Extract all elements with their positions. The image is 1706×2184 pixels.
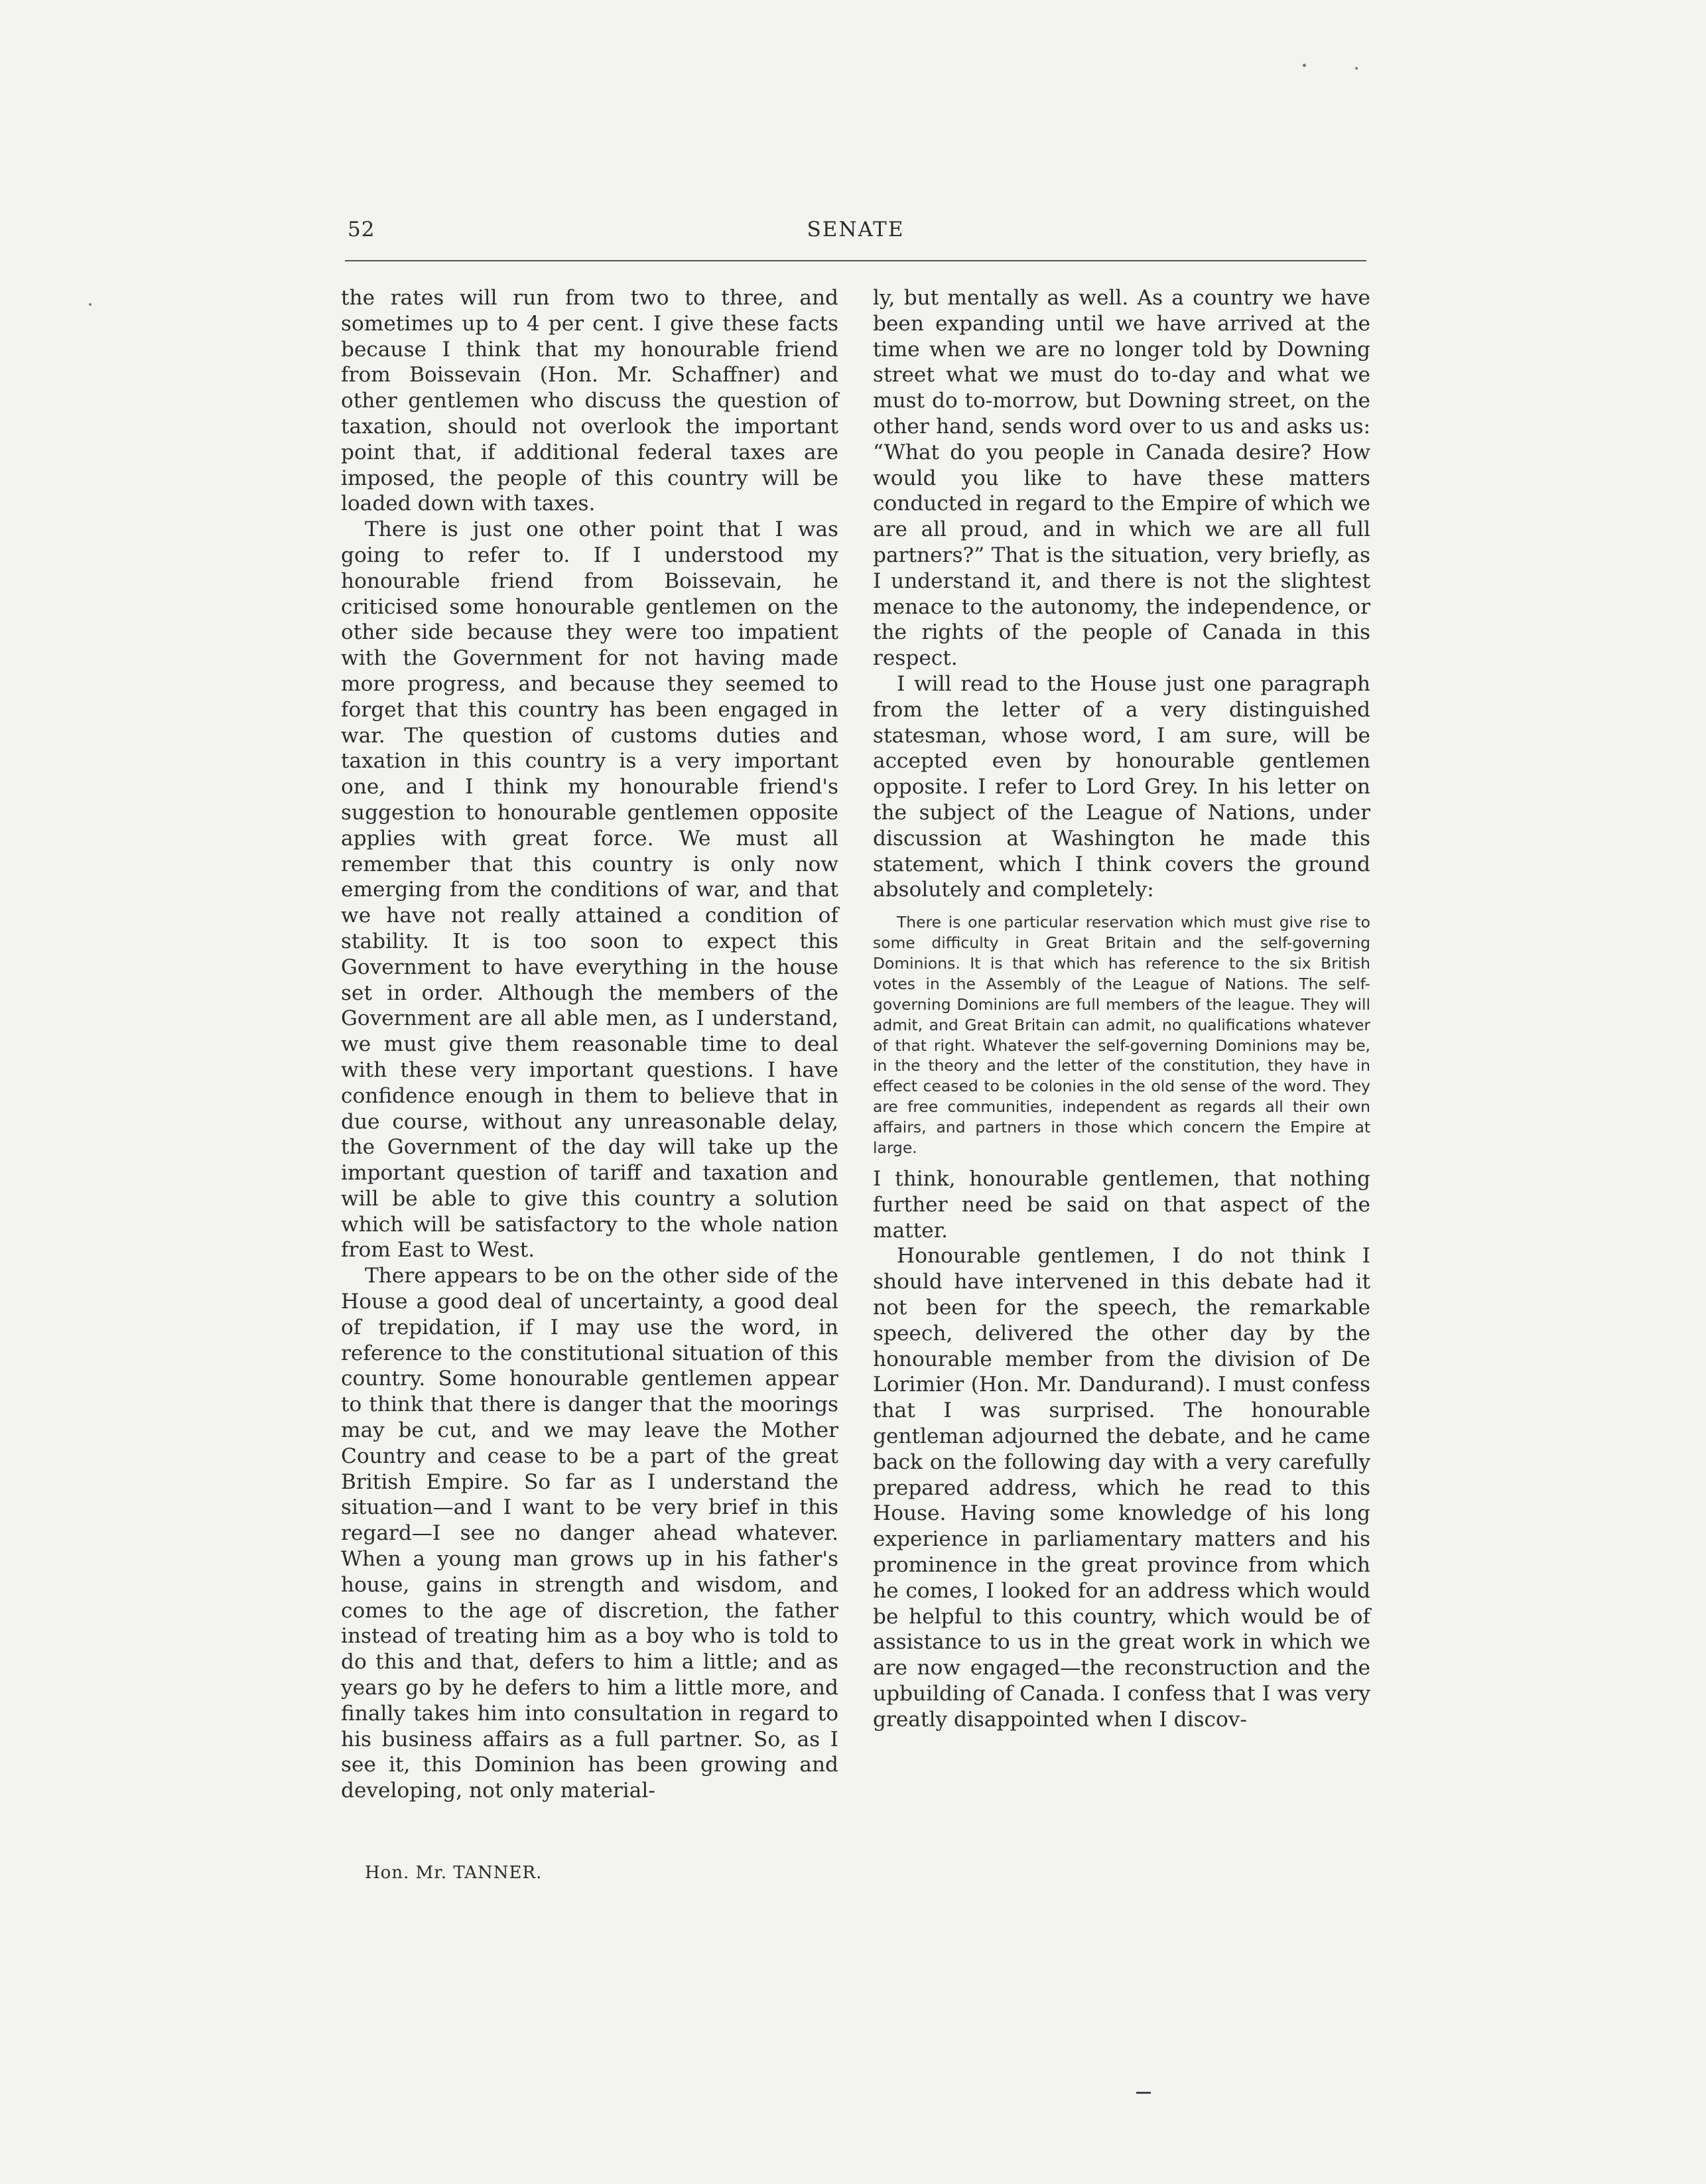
page-header — [345, 218, 1366, 271]
scan-speck — [89, 303, 92, 306]
scan-mark — [1136, 2092, 1151, 2094]
right-paragraph-1: ly, but mentally as well. As a country we have been expanding until we have arrived at the time when we are no longer told by Downing street what we must do to-day and what we must do to-morrow, but Downing street, on the other hand, sends word over to us and asks us: “What do you people in Canada desire? How would you like to have these matters conducted in regard to the Empire of which we are all proud, and in which we are all full partners?” That is the situation, very briefly, as I understand it, and there is not the slightest menace to the autonomy, the independence, or the rights of the people of Canada in this respect. — [873, 286, 1370, 671]
header-rule — [345, 260, 1366, 261]
scan-speck — [1303, 64, 1306, 67]
left-paragraph-1: the rates will run from two to three, and sometimes up to 4 per cent. I give these facts because I think that my honourable friend from Boissevain (Hon. Mr. Schaffner) and other gentlemen who discuss the question of taxation, should not overlook the important point that, if additional federal taxes are imposed, the people of this country will be loaded down with taxes. — [341, 286, 838, 516]
running-head: SENATE — [807, 218, 905, 241]
left-paragraph-3: There appears to be on the other side of the House a good deal of uncertainty, a good deal of trepidation, if I may use the word, in reference to the constitutional situation of this country. Some honourable gentlemen appear to think that there is danger that the moorings may be cut, and we may leave the Mother Country and cease to be a part of the great British Empire. So far as I understand the situation—and I want to be very brief in this regard—I see no danger ahead whatever. When a young man grows up in his father's house, gains in strength and wisdom, and comes to the age of discretion, the father instead of treating him as a boy who is told to do this and that, defers to him a little; and as years go by he defers to him a little more, and finally takes him into consultation in regard to his business affairs as a full partner. So, as I see it, this Dominion has been growing and developing, not only material- — [341, 1264, 838, 1803]
right-paragraph-3: I think, honourable gentlemen, that nothing further need be said on that aspect of the matter. — [873, 1167, 1370, 1243]
right-paragraph-4: Honourable gentlemen, I do not think I should have intervened in this debate had it not been for the speech, the remarkable speech, delivered the other day by the honourable member from the division of De Lorimier (Hon. Mr. Dandurand). I must confess that I was surprised. The honourable gentleman adjourned the debate, and he came back on the following day with a very carefully prepared address, which he read to this House. Having some knowledge of his long experience in parliamentary matters and his prominence in the great province from which he comes, I looked for an address which would be helpful to this country, which would be of assistance to us in the great work in which we are now engaged—the reconstruction and the upbuilding of Canada. I confess that I was very greatly disappointed when I discov- — [873, 1244, 1370, 1732]
right-column — [873, 285, 1370, 1733]
speaker-footer: Hon. Mr. TANNER. — [365, 1863, 543, 1883]
left-column — [341, 285, 838, 1804]
left-paragraph-2: There is just one other point that I was going to refer to. If I understood my honourable friend from Boissevain, he criticised some honourable gentlemen on the other side because they were too impatient with the Government for not having made more progress, and because they seemed to forget that this country has been engaged in war. The question of customs duties and taxation in this country is a very important one, and I think my honourable friend's suggestion to honourable gentlemen opposite applies with great force. We must all remember that this country is only now emerging from the conditions of war, and that we have not really attained a condition of stability. It is too soon to expect this Government to have everything in the house set in order. Although the members of the Government are all able men, as I understand, we must give them reasonable time to deal with these very important questions. I have confidence enough in them to believe that in due course, without any unreasonable delay, the Government of the day will take up the important question of tariff and taxation and will be able to give this country a solution which will be satisfactory to the whole nation from East to West. — [341, 517, 838, 1263]
right-paragraph-2: I will read to the House just one paragraph from the letter of a very distinguished statesman, whose word, I am sure, will be accepted even by honourable gentlemen opposite. I refer to Lord Grey. In his letter on the subject of the League of Nations, under discussion at Washington he made this statement, which I think covers the ground absolutely and completely: — [873, 671, 1370, 902]
scan-speck — [1355, 67, 1358, 70]
block-quotation: There is one particular reservation which must give rise to some difficulty in Great Britain and the self-governing Dominions. It is that which has reference to the six British votes in the Assembly of the League of Nations. The self-governing Dominions are full members of the league. They will admit, and Great Britain can admit, no qualifications whatever of that right. Whatever the self-governing Dominions may be, in the theory and the letter of the constitution, they have in effect ceased to be colonies in the old sense of the word. They are free communities, independent as regards all their own affairs, and partners in those which concern the Empire at large. — [873, 913, 1370, 1158]
page-number: 52 — [348, 218, 375, 241]
